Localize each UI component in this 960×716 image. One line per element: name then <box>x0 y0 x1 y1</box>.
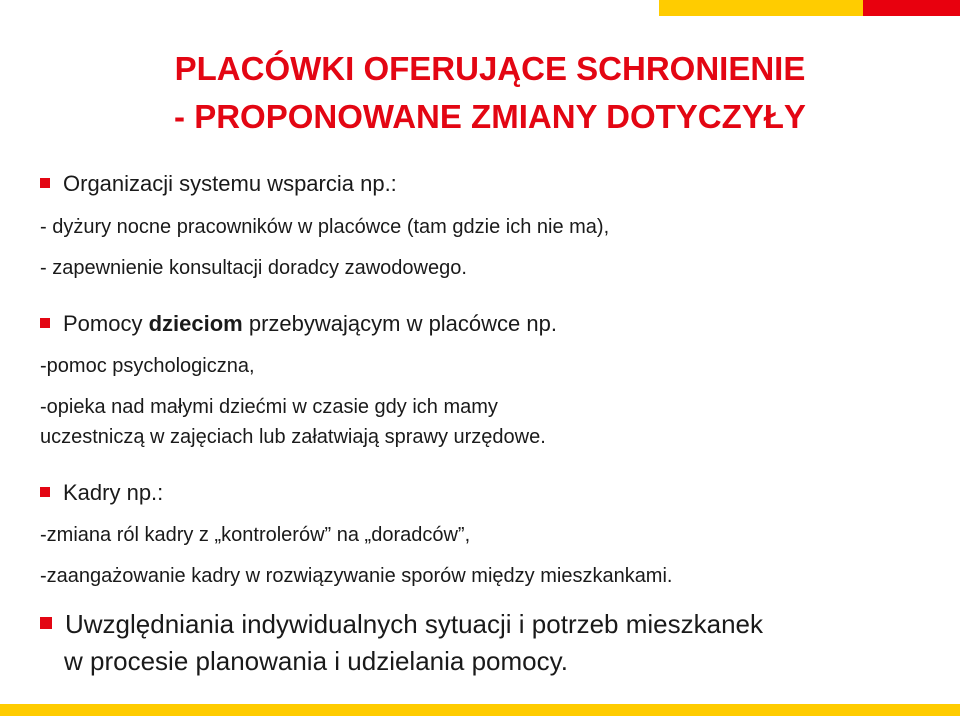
bullet-pomocy <box>40 310 557 338</box>
list-item: - zapewnienie konsultacji doradcy zawodowego. <box>40 257 467 279</box>
bullet-pomocy-bold: dzieciom <box>148 311 243 336</box>
list-item: - dyżury nocne pracowników w placówce (tam gdzie ich nie ma), <box>40 216 610 238</box>
corner-accent-yellow <box>659 0 863 16</box>
bullet-square-icon <box>40 318 50 328</box>
list-item: -zaangażowanie kadry w rozwiązywanie sporów między mieszkankami. <box>40 565 673 587</box>
bullet-square-icon <box>40 617 52 629</box>
list-item: uczestniczą w zajęciach lub załatwiają sprawy urzędowe. <box>40 426 546 448</box>
bullet-square-icon <box>40 178 50 188</box>
bullet-uwzglednianie-continuation: w procesie planowania i udzielania pomocy. <box>64 646 568 676</box>
bullet-kadry <box>40 479 163 507</box>
list-item: -pomoc psychologiczna, <box>40 355 255 377</box>
bottom-accent-band <box>0 704 960 716</box>
bullet-organizacja <box>40 170 397 198</box>
list-item: -opieka nad małymi dziećmi w czasie gdy ich mamy <box>40 396 498 418</box>
bullet-kadry-text: Kadry np.: <box>63 480 164 505</box>
bullet-uwzglednianie-text: Uwzględniania indywidualnych sytuacji i potrzeb mieszkanek <box>65 609 764 639</box>
corner-accent-red <box>863 0 960 16</box>
bullet-pomocy-pre: Pomocy <box>63 311 149 336</box>
bullet-square-icon <box>40 487 50 497</box>
bullet-uwzglednianie <box>40 608 763 640</box>
slide-title-line-2: - PROPONOWANE ZMIANY DOTYCZYŁY <box>174 98 806 135</box>
bullet-pomocy-post: przebywającym w placówce np. <box>242 311 557 336</box>
slide-title-line-1: PLACÓWKI OFERUJĄCE SCHRONIENIE <box>174 50 806 87</box>
list-item: -zmiana ról kadry z „kontrolerów” na „doradców”, <box>40 524 471 546</box>
bullet-organizacja-text: Organizacji systemu wsparcia np.: <box>63 171 397 196</box>
